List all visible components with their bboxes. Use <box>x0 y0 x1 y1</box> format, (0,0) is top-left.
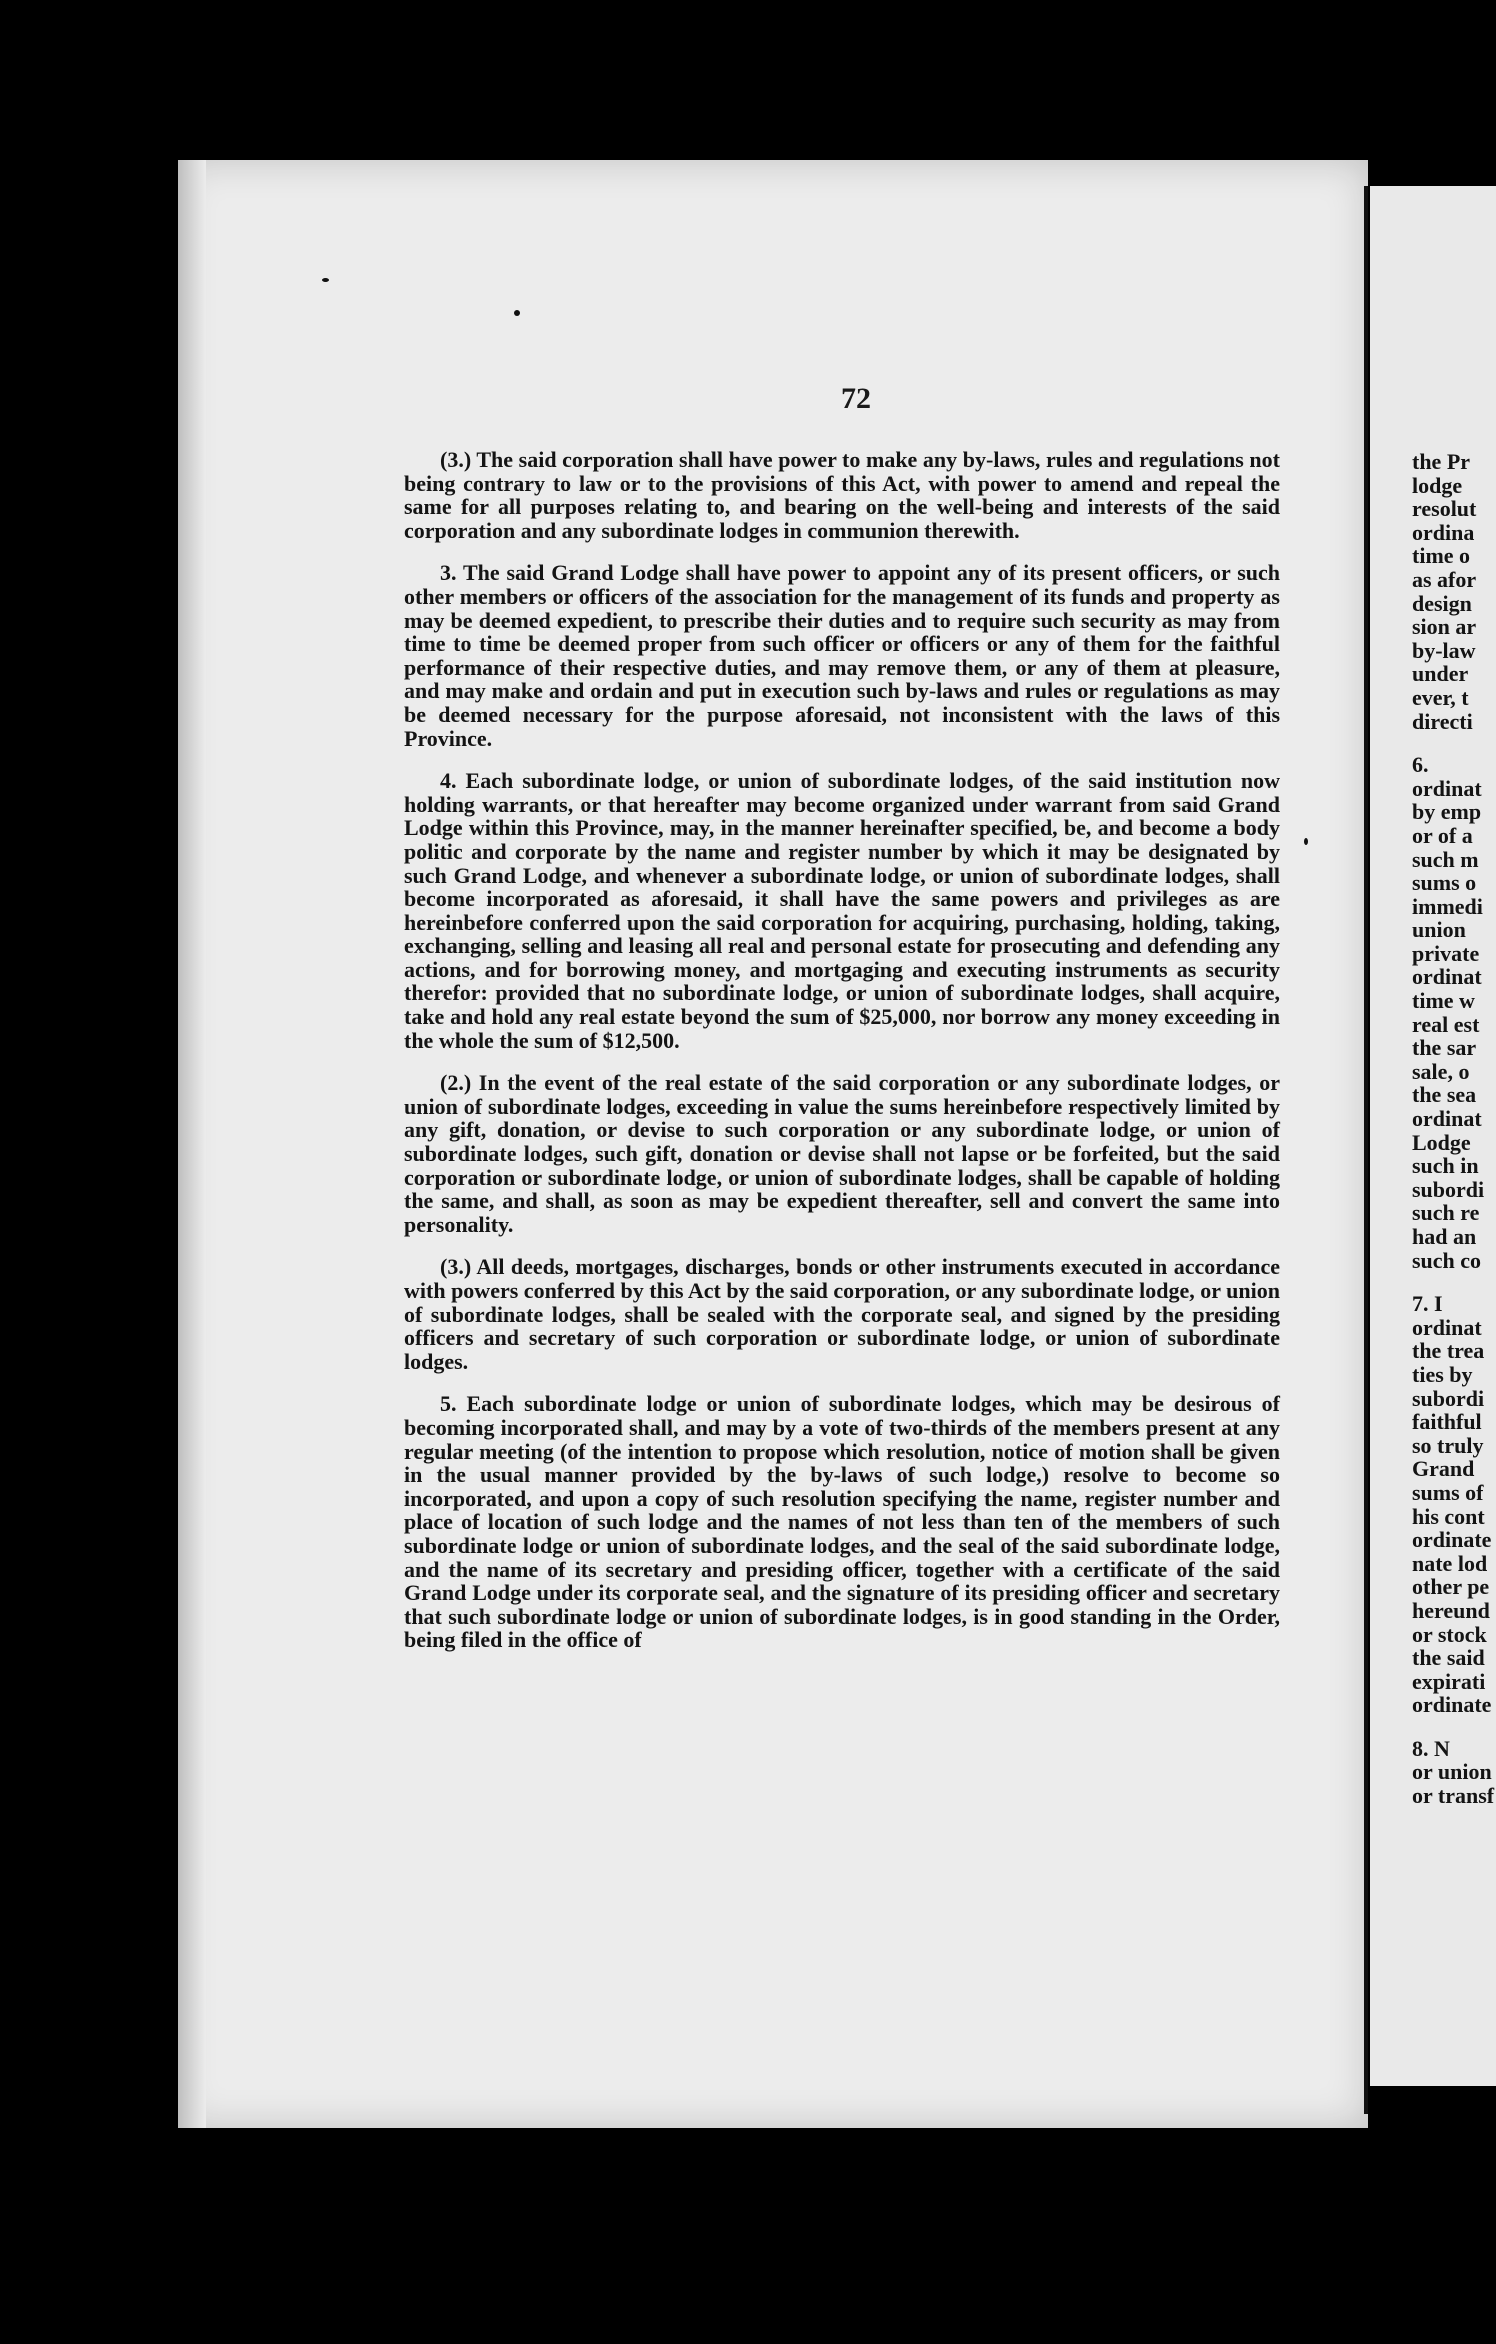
right-page-line: the Pr <box>1412 449 1471 474</box>
ink-speck <box>322 278 329 282</box>
right-page-line: under <box>1412 661 1469 687</box>
right-page-line: expirati <box>1412 1668 1486 1694</box>
right-page-line: sums o <box>1412 870 1477 896</box>
right-page-line: time w <box>1412 988 1475 1014</box>
right-page-line: such co <box>1412 1247 1482 1273</box>
right-page-line: nate lod <box>1412 1550 1488 1576</box>
right-page-line: the sea <box>1412 1082 1477 1108</box>
right-page-gap <box>1412 1717 1496 1737</box>
right-page-line: design <box>1412 590 1472 616</box>
right-page-line: his cont <box>1412 1503 1485 1529</box>
right-page-line: sion ar <box>1412 614 1477 640</box>
paragraph-4-subsection-3: (3.) All deeds, mortgages, discharges, bonds or other instruments executed in accordance with powers conferred by this Act by the said corporation, or any subordinate lodge, or union of subordinate lodges, shall be sealed with the corporate seal, and signed by the presiding officers and secretary of such corporation or subordinate lodge, or union of subordinate lodges. <box>404 1254 1280 1374</box>
right-page-line: subordi <box>1412 1176 1485 1202</box>
right-page-line: 7. I <box>1412 1291 1443 1317</box>
right-page-line: time o <box>1412 543 1471 569</box>
right-page-line: the trea <box>1412 1338 1485 1364</box>
right-page-line: immedi <box>1412 893 1483 919</box>
right-page-line: such m <box>1412 846 1479 872</box>
right-page-line: ordinate <box>1412 1692 1492 1718</box>
right-page-line: private <box>1412 940 1480 966</box>
right-page-line: ordinat <box>1412 1106 1482 1132</box>
right-page-line: ordinat <box>1412 775 1482 801</box>
right-page-line: real est <box>1412 1011 1480 1037</box>
right-page-line: by-law <box>1412 637 1476 663</box>
right-page-line: or transf <box>1412 1783 1495 1809</box>
right-page-line: Lodge <box>1412 1129 1471 1155</box>
right-page-line: or stock <box>1412 1621 1487 1647</box>
right-page-line: subordi <box>1412 1385 1485 1411</box>
right-page-line: Grand <box>1412 1456 1475 1482</box>
right-page-line: or union <box>1412 1759 1492 1785</box>
right-page-line: ordinat <box>1412 1314 1482 1340</box>
right-page-text <box>1412 450 1496 1808</box>
right-page-line: such re <box>1412 1200 1480 1226</box>
right-page-line: other pe <box>1412 1574 1490 1600</box>
paragraph-section-3: 3. The said Grand Lodge shall have power to appoint any of its present officers, or such other members or officers of the association for the management of its funds and property as may be deemed expedient, to prescribe their duties and to require such security as may from time to time be deemed proper from such officer or officers or any of them for the faithful performance of their respective duties, and may remove them, or any of them at pleasure, and may make and ordain and put in execution such by-laws and rules or regulations as may be deemed necessary for the purpose aforesaid, not inconsistent with the laws of this Province. <box>404 560 1280 751</box>
paragraph-3-subsection-3: (3.) The said corporation shall have power to make any by-laws, rules and regulations not being contrary to law or to the provisions of this Act, with power to amend and repeal the same for all purposes relating to, and bearing on the well-being and interests of the said corporation and any subordinate lodges in communion therewith. <box>404 447 1280 543</box>
paragraph-4-subsection-2: (2.) In the event of the real estate of the said corporation or any subordinate lodges, or union of subordinate lodges, exceeding in value the sums hereinbefore respectively limited by any gift, donation, or devise to such corporation or any subordinate lodge, or union of subordinate lodges, such gift, donation or devise shall not lapse or be forfeited, but the said corporation or subordinate lodge, or union of subordinate lodges, shall be capable of holding the same, and shall, as soon as may be expedient thereafter, sell and convert the same into personality. <box>404 1070 1280 1237</box>
right-page-line: ordinate <box>1412 1527 1492 1553</box>
right-page-line: lodge <box>1412 472 1463 498</box>
paragraph-section-4: 4. Each subordinate lodge, or union of subordinate lodges, of the said institution now holding warrants, or that hereafter may become organized under warrant from said Grand Lodge within this Province, may, in the manner hereinafter specified, be, and become a body politic and corporate by the name and register number by which it may be designated by such Grand Lodge, and whenever a subordinate lodge, or union of subordinate lodges, shall become incorporated as aforesaid, it shall have the same powers and privileges as are hereinbefore conferred upon the said corporation for acquiring, purchasing, holding, taking, exchanging, selling and leasing all real and personal estate for prosecuting and defending any actions, and for borrowing money, and mortgaging and executing instruments as security therefor: provided that no subordinate lodge, or union of subordinate lodges, shall acquire, take and hold any real estate beyond the sum of $25,000, nor borrow any money exceeding in the whole the sum of $12,500. <box>404 768 1280 1053</box>
right-page-line: ordina <box>1412 519 1475 545</box>
right-page-line: so truly <box>1412 1432 1484 1458</box>
ink-speck <box>514 310 520 316</box>
page-number: 72 <box>841 382 871 415</box>
right-page-line: faithful <box>1412 1409 1482 1435</box>
right-page-line: hereund <box>1412 1597 1490 1623</box>
right-page-line: had an <box>1412 1224 1477 1249</box>
right-page-line: ever, t <box>1412 684 1469 710</box>
right-page-line: sale, o <box>1412 1058 1470 1084</box>
right-page-line: the said <box>1412 1645 1485 1671</box>
body-text <box>404 448 1280 1671</box>
ink-speck <box>1304 838 1308 845</box>
right-page-line: the sar <box>1412 1035 1477 1061</box>
paragraph-section-5: 5. Each subordinate lodge or union of subordinate lodges, which may be desirous of becoming incorporated shall, and may by a vote of two-thirds of the members present at any regular meeting (of the intention to propose which resolution, notice of motion shall be given in the usual manner provided by the by-laws of such lodge,) resolve to become so incorporated, and upon a copy of such resolution specifying the name, register number and place of location of such lodge and the names of not less than ten of the members of such subordinate lodge or union of subordinate lodges, and the seal of the said subordinate lodge, and the name of its secretary and presiding officer, together with a certificate of the said Grand Lodge under its corporate seal, and the signature of its presiding officer and secretary that such subordinate lodge or union of subordinate lodges, is in good standing in the Order, being filed in the office of <box>404 1391 1280 1653</box>
right-page-gap <box>1412 1272 1496 1292</box>
right-page-line: resolut <box>1412 496 1477 522</box>
right-page-line: such in <box>1412 1153 1479 1179</box>
right-page-line: directi <box>1412 708 1473 734</box>
right-page-line: 8. N <box>1412 1735 1450 1761</box>
right-page-line: ordinat <box>1412 964 1482 990</box>
right-page-line: union <box>1412 917 1466 943</box>
right-page-line: ties by <box>1412 1361 1473 1387</box>
right-page-line: sums of <box>1412 1479 1484 1505</box>
right-page-line: 6. <box>1412 752 1429 778</box>
page-gutter <box>1364 186 1368 2114</box>
right-page-line: as afor <box>1412 566 1477 592</box>
right-page-line: by emp <box>1412 799 1482 825</box>
right-page-gap <box>1412 733 1496 753</box>
right-page-line: or of a <box>1412 822 1473 848</box>
